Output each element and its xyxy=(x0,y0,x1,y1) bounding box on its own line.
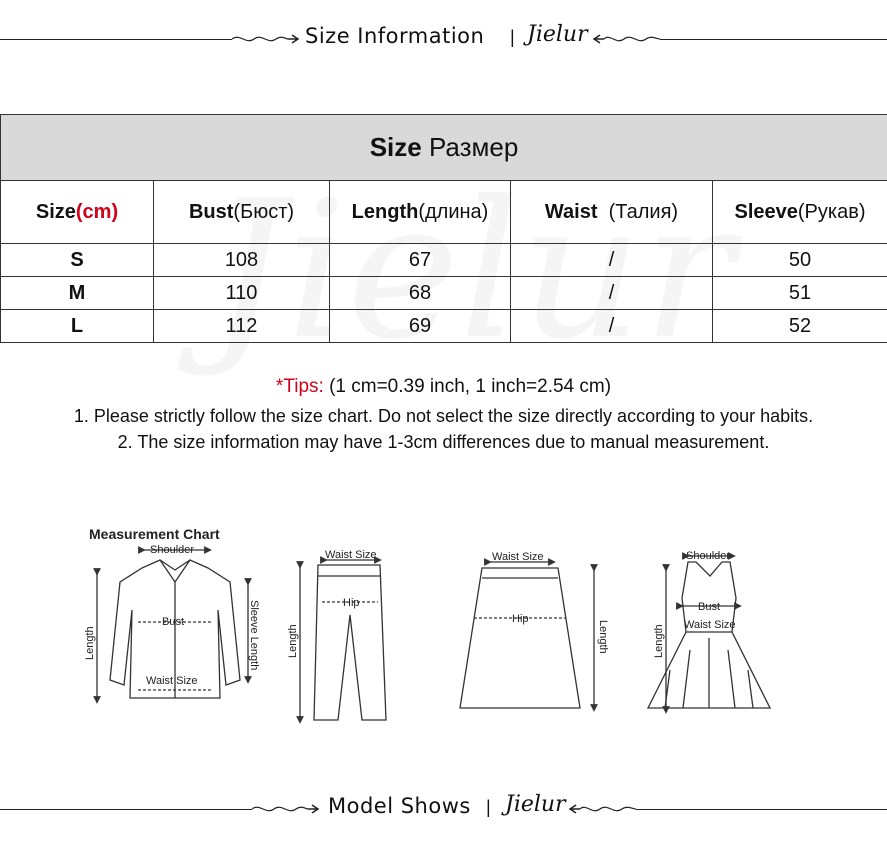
dress-bust-label: Bust xyxy=(698,601,721,613)
skirt-length-label: Length xyxy=(597,620,609,654)
dress-length-label: Length xyxy=(653,624,665,658)
column-translation: (длина) xyxy=(418,200,489,223)
tips-label: *Tips: xyxy=(275,376,324,397)
column-label: Sleeve xyxy=(734,200,798,223)
sleeve-cell: 52 xyxy=(713,310,887,343)
column-translation: (Талия) xyxy=(597,200,679,223)
measurement-chart xyxy=(80,520,840,730)
bust-cell: 112 xyxy=(154,310,330,343)
footer-banner xyxy=(0,790,887,830)
table-heading-bold: Size xyxy=(369,132,422,162)
dress-diagram xyxy=(648,556,770,710)
waist-cell: / xyxy=(511,244,713,277)
bust-cell: 108 xyxy=(154,244,330,277)
pants-length-label: Length xyxy=(287,624,299,658)
table-heading xyxy=(1,115,887,181)
sleeve-cell: 50 xyxy=(713,244,887,277)
waist-cell: / xyxy=(511,310,713,343)
column-header-size xyxy=(1,181,154,244)
column-label: Waist xyxy=(544,200,598,223)
length-cell: 67 xyxy=(330,244,511,277)
shirt-sleeve-label: Sleeve Length xyxy=(248,600,260,671)
column-label: Size xyxy=(35,200,76,223)
column-header-waist xyxy=(511,181,713,244)
banner-line-left xyxy=(0,809,252,810)
column-header-bust xyxy=(154,181,330,244)
pants-diagram xyxy=(300,560,386,720)
table-row xyxy=(1,310,887,343)
tips-note-2: 2. The size information may have 1-3cm differences due to manual measurement. xyxy=(117,432,770,452)
banner-separator: | xyxy=(510,27,515,47)
banner-title: Size Information xyxy=(305,24,485,48)
dress-shoulder-label: Shoulder xyxy=(686,550,731,562)
banner-line-left xyxy=(0,39,232,40)
length-cell: 69 xyxy=(330,310,511,343)
bust-cell: 110 xyxy=(154,277,330,310)
waist-cell: / xyxy=(511,277,713,310)
banner-title: Model Shows xyxy=(328,794,471,818)
table-heading-row xyxy=(1,115,887,181)
flourish-right-icon xyxy=(590,30,660,48)
table-row xyxy=(1,277,887,310)
column-label: Length xyxy=(351,200,419,223)
measurement-chart-title: Measurement Chart xyxy=(89,526,220,542)
banner-line-right xyxy=(636,809,887,810)
column-label: Bust xyxy=(188,200,234,223)
shirt-shoulder-label: Shoulder xyxy=(150,544,195,556)
brand-logo: Jielur xyxy=(527,22,588,47)
dress-waist-label: Waist Size xyxy=(684,619,736,631)
skirt-diagram xyxy=(460,562,594,708)
tips-line xyxy=(0,376,887,398)
flourish-left-icon xyxy=(252,800,322,818)
sleeve-cell: 51 xyxy=(713,277,887,310)
banner-line-right xyxy=(660,39,887,40)
column-header-row xyxy=(1,181,887,244)
brand-logo: Jielur xyxy=(505,792,566,817)
column-header-length xyxy=(330,181,511,244)
tips-conversion: (1 cm=0.39 inch, 1 inch=2.54 cm) xyxy=(323,376,612,397)
banner-separator: | xyxy=(486,797,491,817)
skirt-hip-label: Hip xyxy=(512,613,529,625)
size-cell: M xyxy=(1,277,154,310)
shirt-length-label: Length xyxy=(84,626,96,660)
shirt-waist-label: Waist Size xyxy=(146,675,198,687)
size-cell: S xyxy=(1,244,154,277)
pants-hip-label: Hip xyxy=(343,597,360,609)
flourish-left-icon xyxy=(232,30,302,48)
flourish-right-icon xyxy=(566,800,636,818)
column-translation: (Бюст) xyxy=(233,200,295,223)
header-banner xyxy=(0,20,887,60)
tips-note-1: 1. Please strictly follow the size chart. Do not select the size directly according to your habits. xyxy=(73,406,814,426)
size-table xyxy=(0,114,887,343)
table-row xyxy=(1,244,887,277)
shirt-bust-label: Bust xyxy=(162,616,185,628)
size-cell: L xyxy=(1,310,154,343)
column-header-sleeve xyxy=(713,181,887,244)
length-cell: 68 xyxy=(330,277,511,310)
skirt-waist-label: Waist Size xyxy=(492,551,544,563)
column-unit: (cm) xyxy=(75,200,119,223)
garment-diagrams xyxy=(80,520,840,730)
table-heading-rest: Размер xyxy=(421,132,519,162)
pants-waist-label: Waist Size xyxy=(325,549,377,561)
column-translation: (Рукав) xyxy=(797,200,866,223)
